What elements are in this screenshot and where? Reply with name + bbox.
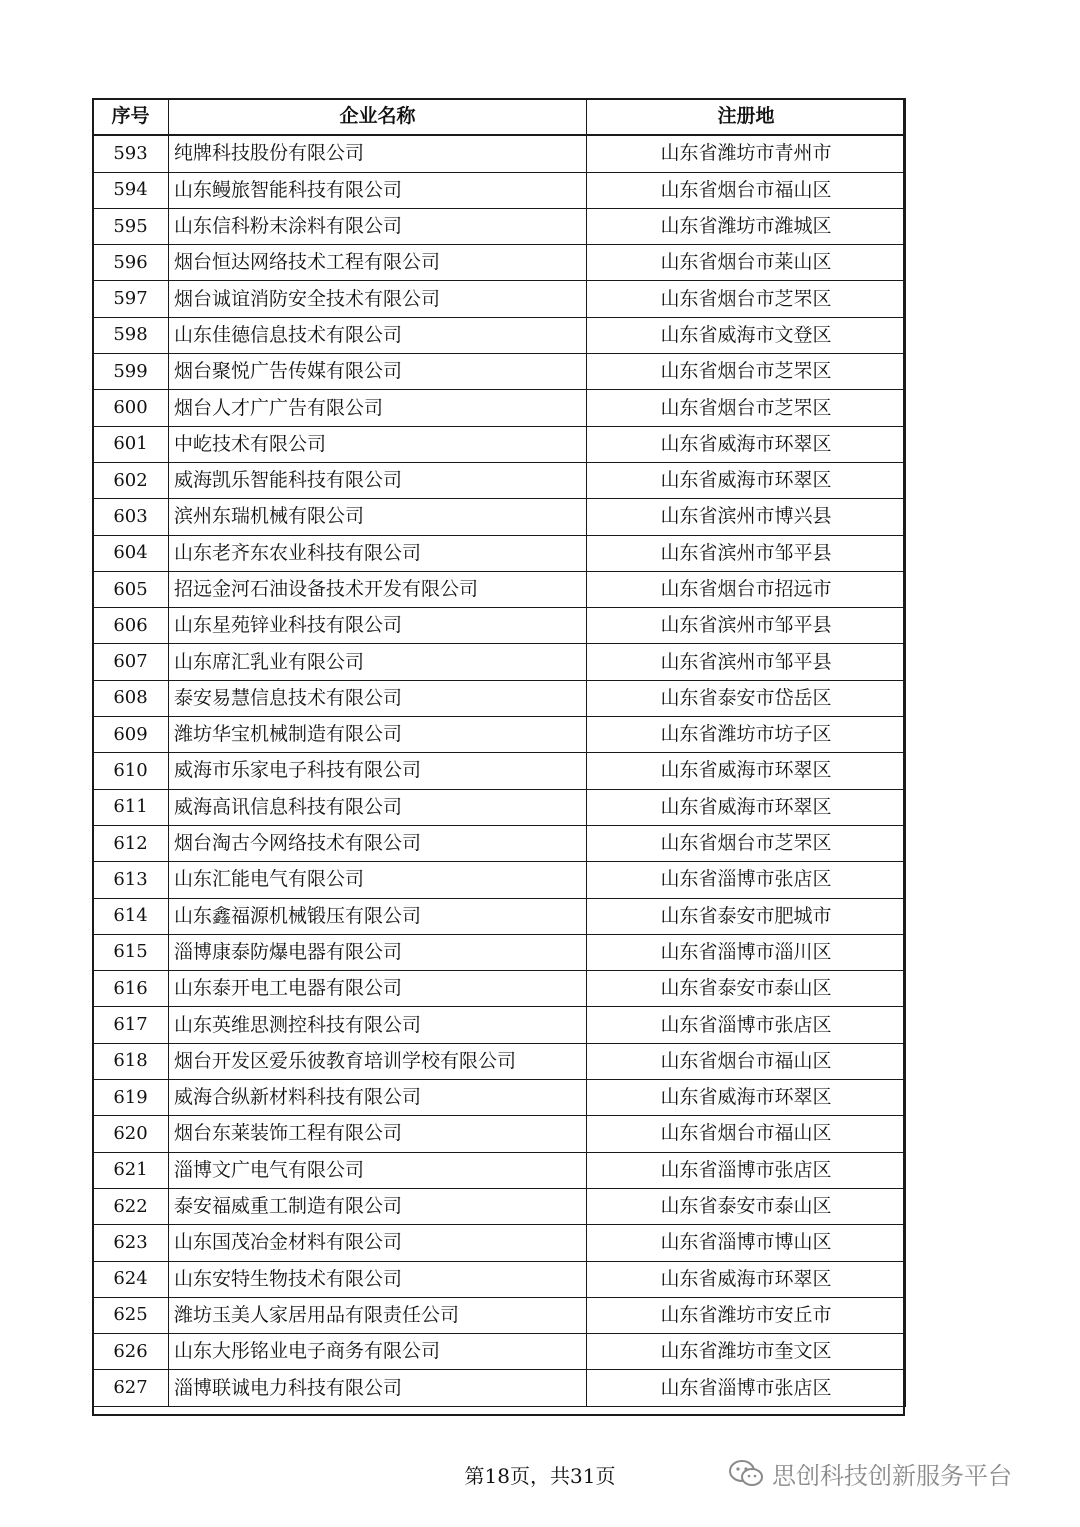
row-number: 604 xyxy=(93,535,169,571)
row-number: 595 xyxy=(93,208,169,244)
row-number: 598 xyxy=(93,317,169,353)
table-row xyxy=(93,1043,906,1079)
company-name: 泰安易慧信息技术有限公司 xyxy=(169,680,587,716)
table-row xyxy=(93,390,906,426)
table-header-row xyxy=(93,99,906,136)
registration-place: 山东省威海市环翠区 xyxy=(587,1080,906,1116)
row-number: 600 xyxy=(93,390,169,426)
row-number: 619 xyxy=(93,1080,169,1116)
table-row xyxy=(93,898,906,934)
table-row xyxy=(93,208,906,244)
table-row xyxy=(93,608,906,644)
registration-place: 山东省威海市环翠区 xyxy=(587,789,906,825)
row-number: 623 xyxy=(93,1225,169,1261)
company-name: 山东安特生物技术有限公司 xyxy=(169,1261,587,1297)
row-number: 610 xyxy=(93,753,169,789)
registration-place: 山东省淄博市张店区 xyxy=(587,1007,906,1043)
registration-place: 山东省烟台市芝罘区 xyxy=(587,825,906,861)
company-name: 中屹技术有限公司 xyxy=(169,426,587,462)
table-header xyxy=(93,99,906,136)
table-row xyxy=(93,462,906,498)
row-number: 621 xyxy=(93,1152,169,1188)
table-body xyxy=(93,135,906,1406)
company-name: 山东老齐东农业科技有限公司 xyxy=(169,535,587,571)
company-name: 招远金河石油设备技术开发有限公司 xyxy=(169,571,587,607)
company-name: 山东佳德信息技术有限公司 xyxy=(169,317,587,353)
registration-place: 山东省泰安市岱岳区 xyxy=(587,680,906,716)
company-name: 山东席汇乳业有限公司 xyxy=(169,644,587,680)
row-number: 618 xyxy=(93,1043,169,1079)
table-row xyxy=(93,644,906,680)
row-number: 594 xyxy=(93,172,169,208)
registration-place: 山东省滨州市博兴县 xyxy=(587,499,906,535)
registration-place: 山东省潍坊市奎文区 xyxy=(587,1334,906,1370)
row-number: 601 xyxy=(93,426,169,462)
page-number: 第18页，共31页 xyxy=(464,1464,616,1488)
wechat-icon xyxy=(728,1459,764,1487)
registration-place: 山东省淄博市张店区 xyxy=(587,1370,906,1406)
company-name: 山东英维思测控科技有限公司 xyxy=(169,1007,587,1043)
row-number: 599 xyxy=(93,354,169,390)
header-place: 注册地 xyxy=(587,99,906,136)
table-row xyxy=(93,135,906,172)
company-name: 泰安福威重工制造有限公司 xyxy=(169,1188,587,1224)
registration-place: 山东省滨州市邹平县 xyxy=(587,608,906,644)
company-name: 烟台东莱装饰工程有限公司 xyxy=(169,1116,587,1152)
row-number: 611 xyxy=(93,789,169,825)
registration-place: 山东省滨州市邹平县 xyxy=(587,644,906,680)
registration-place: 山东省泰安市泰山区 xyxy=(587,971,906,1007)
table-row xyxy=(93,499,906,535)
table-row xyxy=(93,571,906,607)
company-name: 威海市乐家电子科技有限公司 xyxy=(169,753,587,789)
row-number: 622 xyxy=(93,1188,169,1224)
registration-place: 山东省潍坊市安丘市 xyxy=(587,1297,906,1333)
table-row xyxy=(93,680,906,716)
company-name: 烟台恒达网络技术工程有限公司 xyxy=(169,245,587,281)
table-row xyxy=(93,354,906,390)
table-row xyxy=(93,172,906,208)
table-row xyxy=(93,1334,906,1370)
company-name: 潍坊玉美人家居用品有限责任公司 xyxy=(169,1297,587,1333)
table-row xyxy=(93,1188,906,1224)
registration-place: 山东省滨州市邹平县 xyxy=(587,535,906,571)
row-number: 603 xyxy=(93,499,169,535)
registration-place: 山东省威海市文登区 xyxy=(587,317,906,353)
table-row xyxy=(93,825,906,861)
row-number: 593 xyxy=(93,135,169,172)
row-number: 597 xyxy=(93,281,169,317)
header-name: 企业名称 xyxy=(169,99,587,136)
row-number: 605 xyxy=(93,571,169,607)
row-number: 616 xyxy=(93,971,169,1007)
row-number: 627 xyxy=(93,1370,169,1406)
company-name: 威海凯乐智能科技有限公司 xyxy=(169,462,587,498)
company-name: 山东汇能电气有限公司 xyxy=(169,862,587,898)
registration-place: 山东省烟台市福山区 xyxy=(587,1043,906,1079)
row-number: 620 xyxy=(93,1116,169,1152)
table-row xyxy=(93,1297,906,1333)
table-row xyxy=(93,971,906,1007)
company-name: 山东泰开电工电器有限公司 xyxy=(169,971,587,1007)
enterprise-table xyxy=(92,98,906,1407)
registration-place: 山东省潍坊市坊子区 xyxy=(587,717,906,753)
header-no: 序号 xyxy=(93,99,169,136)
company-name: 潍坊华宝机械制造有限公司 xyxy=(169,717,587,753)
company-name: 淄博康泰防爆电器有限公司 xyxy=(169,934,587,970)
registration-place: 山东省潍坊市潍城区 xyxy=(587,208,906,244)
table-row xyxy=(93,1261,906,1297)
row-number: 609 xyxy=(93,717,169,753)
row-number: 612 xyxy=(93,825,169,861)
table-row xyxy=(93,862,906,898)
table-row xyxy=(93,789,906,825)
company-name: 烟台淘古今网络技术有限公司 xyxy=(169,825,587,861)
row-number: 606 xyxy=(93,608,169,644)
row-number: 626 xyxy=(93,1334,169,1370)
row-number: 617 xyxy=(93,1007,169,1043)
row-number: 614 xyxy=(93,898,169,934)
registration-place: 山东省烟台市福山区 xyxy=(587,1116,906,1152)
table-row xyxy=(93,717,906,753)
table-row xyxy=(93,281,906,317)
table-row xyxy=(93,1370,906,1406)
company-name: 威海合纵新材料科技有限公司 xyxy=(169,1080,587,1116)
table-row xyxy=(93,934,906,970)
registration-place: 山东省威海市环翠区 xyxy=(587,462,906,498)
company-name: 烟台开发区爱乐彼教育培训学校有限公司 xyxy=(169,1043,587,1079)
company-name: 烟台聚悦广告传媒有限公司 xyxy=(169,354,587,390)
company-name: 山东大彤铭业电子商务有限公司 xyxy=(169,1334,587,1370)
table-row xyxy=(93,426,906,462)
company-name: 山东国茂冶金材料有限公司 xyxy=(169,1225,587,1261)
registration-place: 山东省烟台市芝罘区 xyxy=(587,281,906,317)
row-number: 613 xyxy=(93,862,169,898)
table-row xyxy=(93,317,906,353)
registration-place: 山东省烟台市福山区 xyxy=(587,172,906,208)
company-name: 淄博联诚电力科技有限公司 xyxy=(169,1370,587,1406)
row-number: 602 xyxy=(93,462,169,498)
company-name: 山东鑫福源机械锻压有限公司 xyxy=(169,898,587,934)
table-row xyxy=(93,1152,906,1188)
registration-place: 山东省泰安市肥城市 xyxy=(587,898,906,934)
table-row xyxy=(93,753,906,789)
company-name: 纯牌科技股份有限公司 xyxy=(169,135,587,172)
registration-place: 山东省淄博市张店区 xyxy=(587,1152,906,1188)
table-row xyxy=(93,535,906,571)
registration-place: 山东省潍坊市青州市 xyxy=(587,135,906,172)
company-name: 滨州东瑞机械有限公司 xyxy=(169,499,587,535)
registration-place: 山东省淄博市博山区 xyxy=(587,1225,906,1261)
table-row xyxy=(93,1080,906,1116)
registration-place: 山东省威海市环翠区 xyxy=(587,1261,906,1297)
company-name: 烟台诚谊消防安全技术有限公司 xyxy=(169,281,587,317)
table-row xyxy=(93,1116,906,1152)
company-name: 威海高讯信息科技有限公司 xyxy=(169,789,587,825)
registration-place: 山东省烟台市芝罘区 xyxy=(587,390,906,426)
table-row xyxy=(93,245,906,281)
watermark xyxy=(728,1458,1012,1488)
registration-place: 山东省烟台市莱山区 xyxy=(587,245,906,281)
company-name: 山东鳗旅智能科技有限公司 xyxy=(169,172,587,208)
row-number: 615 xyxy=(93,934,169,970)
registration-place: 山东省威海市环翠区 xyxy=(587,753,906,789)
registration-place: 山东省淄博市张店区 xyxy=(587,862,906,898)
table-row xyxy=(93,1225,906,1261)
company-name: 山东信科粉末涂料有限公司 xyxy=(169,208,587,244)
registration-place: 山东省淄博市淄川区 xyxy=(587,934,906,970)
row-number: 596 xyxy=(93,245,169,281)
registration-place: 山东省烟台市招远市 xyxy=(587,571,906,607)
row-number: 624 xyxy=(93,1261,169,1297)
registration-place: 山东省泰安市泰山区 xyxy=(587,1188,906,1224)
row-number: 625 xyxy=(93,1297,169,1333)
registration-place: 山东省威海市环翠区 xyxy=(587,426,906,462)
company-name: 山东星苑锌业科技有限公司 xyxy=(169,608,587,644)
watermark-text: 思创科技创新服务平台 xyxy=(772,1461,1012,1490)
row-number: 607 xyxy=(93,644,169,680)
company-name: 淄博文广电气有限公司 xyxy=(169,1152,587,1188)
registration-place: 山东省烟台市芝罘区 xyxy=(587,354,906,390)
company-name: 烟台人才广广告有限公司 xyxy=(169,390,587,426)
table-row xyxy=(93,1007,906,1043)
row-number: 608 xyxy=(93,680,169,716)
